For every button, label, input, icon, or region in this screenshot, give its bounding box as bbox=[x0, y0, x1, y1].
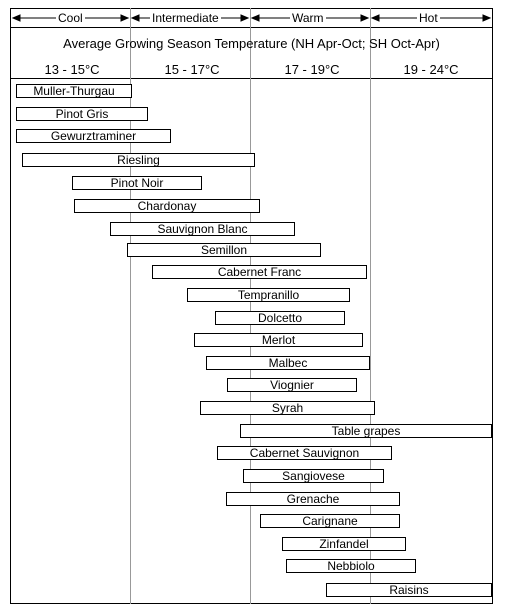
bar-viognier: Viognier bbox=[227, 378, 357, 392]
bar-zinfandel: Zinfandel bbox=[282, 537, 406, 551]
bar-sauvignon-blanc: Sauvignon Blanc bbox=[110, 222, 295, 236]
bar-muller-thurgau: Muller-Thurgau bbox=[16, 84, 132, 98]
bar-malbec: Malbec bbox=[206, 356, 370, 370]
range-label-warm: 17 - 19°C bbox=[284, 62, 340, 77]
bar-riesling: Riesling bbox=[22, 153, 255, 167]
bar-sangiovese: Sangiovese bbox=[243, 469, 384, 483]
range-label-cool: 13 - 15°C bbox=[44, 62, 100, 77]
zone-label-intermediate: Intermediate bbox=[152, 11, 219, 25]
bar-table-grapes: Table grapes bbox=[240, 424, 492, 438]
bar-semillon: Semillon bbox=[127, 243, 321, 257]
range-label-hot: 19 - 24°C bbox=[403, 62, 459, 77]
bar-pinot-gris: Pinot Gris bbox=[16, 107, 148, 121]
bar-nebbiolo: Nebbiolo bbox=[286, 559, 416, 573]
bar-chardonay: Chardonay bbox=[74, 199, 260, 213]
zone-label-cool: Cool bbox=[58, 11, 83, 25]
divider-intermediate-warm bbox=[250, 8, 251, 604]
chart-title: Average Growing Season Temperature (NH Apr-Oct; SH Oct-Apr) bbox=[63, 36, 440, 51]
bar-merlot: Merlot bbox=[194, 333, 363, 347]
zone-label-hot: Hot bbox=[419, 11, 438, 25]
range-label-intermediate: 15 - 17°C bbox=[164, 62, 220, 77]
bar-dolcetto: Dolcetto bbox=[215, 311, 345, 325]
bar-cabernet-franc: Cabernet Franc bbox=[152, 265, 367, 279]
bar-syrah: Syrah bbox=[200, 401, 375, 415]
zone-label-warm: Warm bbox=[292, 11, 324, 25]
bar-raisins: Raisins bbox=[326, 583, 492, 597]
bar-grenache: Grenache bbox=[226, 492, 400, 506]
bar-tempranillo: Tempranillo bbox=[187, 288, 350, 302]
bar-cabernet-sauvignon: Cabernet Sauvignon bbox=[217, 446, 392, 460]
bar-gewurztraminer: Gewurztraminer bbox=[16, 129, 171, 143]
bar-carignane: Carignane bbox=[260, 514, 400, 528]
range-rule bbox=[10, 78, 493, 79]
bar-pinot-noir: Pinot Noir bbox=[72, 176, 202, 190]
